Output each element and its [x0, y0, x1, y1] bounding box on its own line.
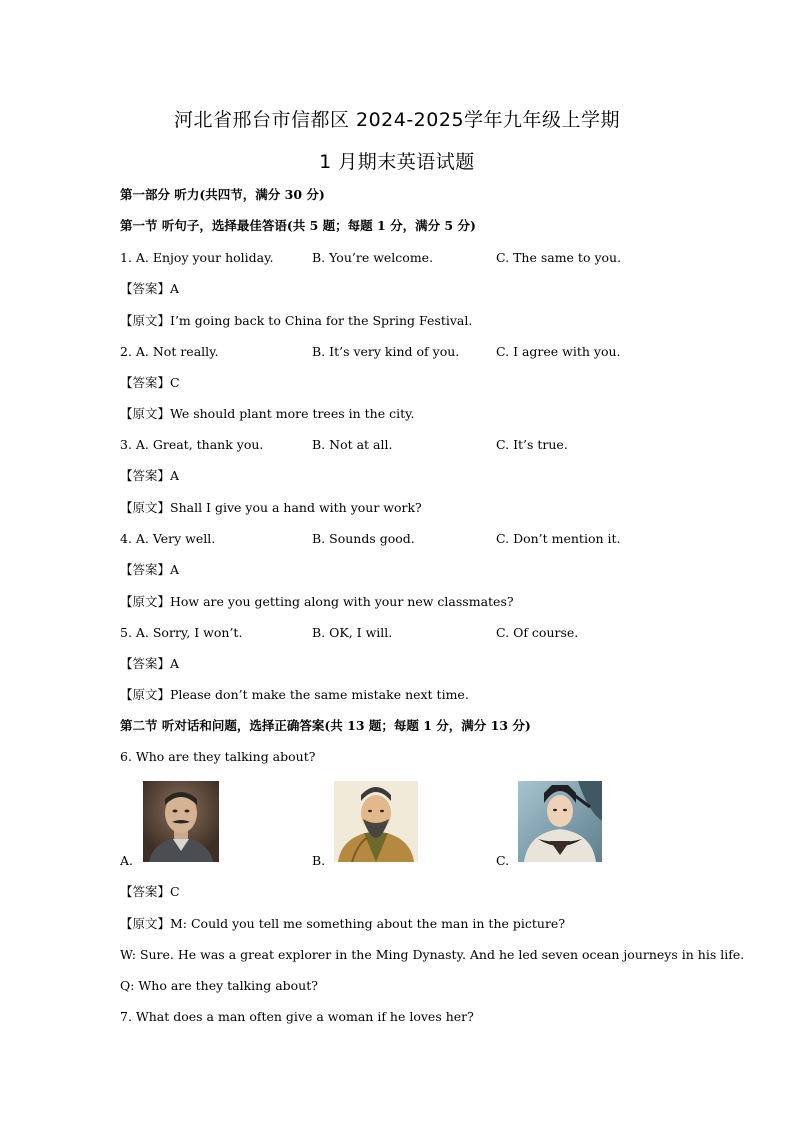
portrait-painting-b — [334, 781, 418, 862]
q5-answer: 【答案】A — [120, 656, 180, 671]
q6-script-w: W: Sure. He was a great explorer in the Ming Dynasty. And he led seven ocean journeys in his life. — [120, 947, 745, 962]
q6-question: 6. Who are they talking about? — [120, 749, 316, 764]
q2-answer: 【答案】C — [120, 375, 180, 390]
q2-option-b: B. It’s very kind of you. — [312, 344, 460, 359]
part1-heading: 第一部分 听力(共四节，满分 30 分) — [120, 187, 325, 202]
q3-script: 【原文】Shall I give you a hand with your work? — [120, 500, 422, 515]
section2-heading: 第二节 听对话和问题，选择正确答案(共 13 题；每题 1 分，满分 13 分) — [120, 718, 531, 733]
q1-answer: 【答案】A — [120, 281, 180, 296]
q7-question: 7. What does a man often give a woman if he loves her? — [120, 1009, 474, 1024]
page-title-line1: 河北省邢台市信都区 2024-2025学年九年级上学期 — [173, 109, 621, 131]
q2-script: 【原文】We should plant more trees in the city. — [120, 406, 415, 421]
q4-option-a: 4. A. Very well. — [120, 531, 216, 546]
q6-option-b-label: B. — [312, 853, 326, 868]
q4-script: 【原文】How are you getting along with your new classmates? — [120, 594, 514, 609]
q4-answer: 【答案】A — [120, 562, 180, 577]
q3-option-c: C. It’s true. — [496, 437, 568, 452]
q5-option-c: C. Of course. — [496, 625, 579, 640]
q6-option-c-label: C. — [496, 853, 510, 868]
q1-option-c: C. The same to you. — [496, 250, 622, 265]
q1-option-a: 1. A. Enjoy your holiday. — [120, 250, 274, 265]
q2-option-a: 2. A. Not really. — [120, 344, 219, 359]
q6-answer: 【答案】C — [120, 884, 180, 899]
q1-script: 【原文】I’m going back to China for the Spring Festival. — [120, 313, 473, 328]
q6-script-m: 【原文】M: Could you tell me something about the man in the picture? — [120, 916, 566, 931]
portrait-painting-c — [518, 781, 602, 862]
q1-option-b: B. You’re welcome. — [312, 250, 434, 265]
q6-option-a-label: A. — [120, 853, 134, 868]
q3-answer: 【答案】A — [120, 468, 180, 483]
q5-option-b: B. OK, I will. — [312, 625, 393, 640]
q2-option-c: C. I agree with you. — [496, 344, 621, 359]
q4-option-c: C. Don’t mention it. — [496, 531, 621, 546]
section1-heading: 第一节 听句子，选择最佳答语(共 5 题；每题 1 分，满分 5 分) — [120, 218, 476, 233]
q3-option-b: B. Not at all. — [312, 437, 393, 452]
q3-option-a: 3. A. Great, thank you. — [120, 437, 264, 452]
page-title-line2: 1 月期末英语试题 — [319, 151, 475, 173]
q6-script-q: Q: Who are they talking about? — [120, 978, 318, 993]
portrait-photo-a — [143, 781, 219, 862]
q4-option-b: B. Sounds good. — [312, 531, 415, 546]
q5-option-a: 5. A. Sorry, I won’t. — [120, 625, 243, 640]
q5-script: 【原文】Please don’t make the same mistake next time. — [120, 687, 469, 702]
